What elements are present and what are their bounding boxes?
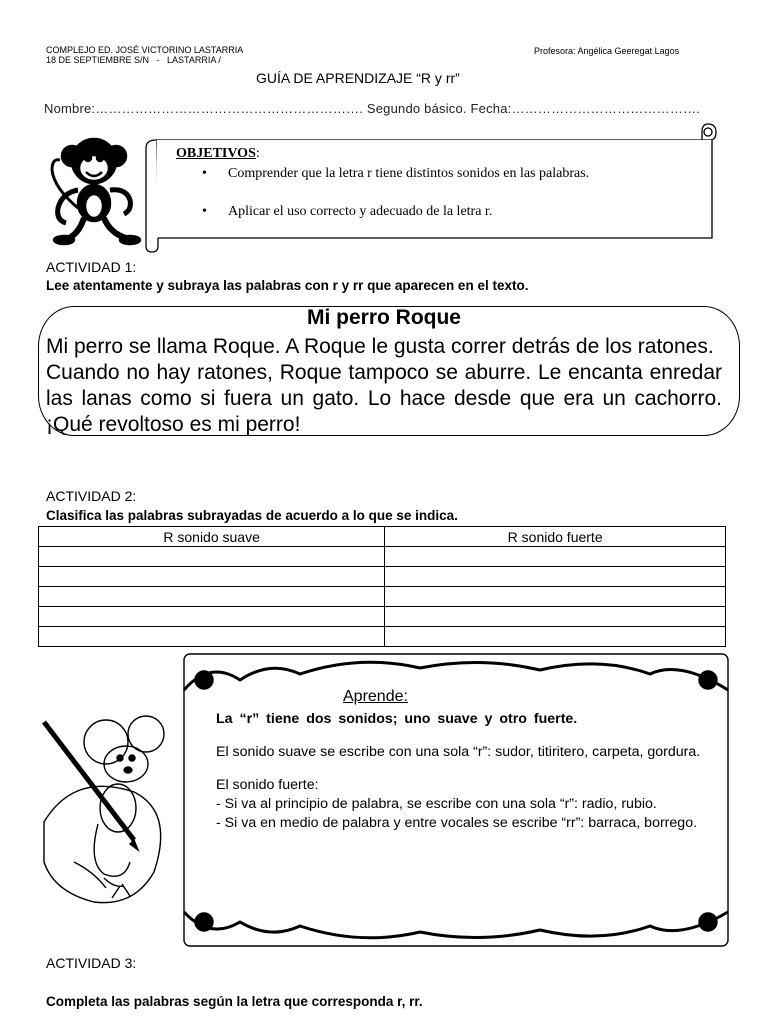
teacher-name: Profesora: Angélica Geeregat Lagos (534, 46, 680, 56)
bullet-icon: • (202, 204, 207, 219)
objectives-scroll-frame (142, 120, 722, 254)
soft-cell[interactable] (39, 547, 385, 567)
activity3-title: ACTIVIDAD 3: (46, 955, 137, 971)
objective-text-2: Aplicar el uso correcto y adecuado de la letra r. (228, 204, 493, 219)
aprende-strong-heading: El sonido fuerte: (216, 777, 319, 793)
table-row (39, 547, 726, 567)
aprende-strong-rule-2: - Si va en medio de palabra y entre vocales se escribe “rr”: barraca, borrego. (216, 815, 698, 831)
story-paragraph-1: Mi perro se llama Roque. A Roque le gusta correr detrás de los ratones. (46, 335, 714, 358)
activity2-title: ACTIVIDAD 2: (46, 488, 137, 504)
soft-cell[interactable] (39, 587, 385, 607)
strong-cell[interactable] (385, 627, 726, 647)
table-row (39, 567, 726, 587)
table-row (39, 587, 726, 607)
aprende-content (216, 710, 724, 833)
table-row (39, 607, 726, 627)
aprende-line1: La “r” tiene dos sonidos; uno suave y otro fuerte. (216, 711, 578, 727)
strong-cell[interactable] (385, 547, 726, 567)
strong-cell[interactable] (385, 587, 726, 607)
soft-cell[interactable] (39, 607, 385, 627)
objectives-heading (176, 146, 260, 162)
objectives-heading-text: OBJETIVOS (176, 146, 256, 161)
soft-cell[interactable] (39, 627, 385, 647)
monkey-illustration (44, 128, 144, 248)
aprende-strong-rule-1: - Si va al principio de palabra, se escribe con una sola “r”: radio, rubio. (216, 796, 657, 812)
aprende-heading: Aprende: (343, 688, 408, 705)
objectives-colon: : (255, 146, 260, 161)
column-header-strong: R sonido fuerte (385, 527, 726, 547)
objective-item-2 (202, 204, 672, 220)
bullet-icon: • (202, 166, 207, 181)
column-header-soft: R sonido suave (39, 527, 385, 547)
story-title: Mi perro Roque (306, 306, 461, 329)
objective-text-1: Comprender que la letra r tiene distintos sonidos en las palabras. (228, 166, 590, 181)
objective-item-1 (202, 166, 672, 182)
aprende-soft-rule: El sonido suave se escribe con una sola “r”: sudor, titiritero, carpeta, gordura. (216, 744, 701, 760)
activity2-instruction: Clasifica las palabras subrayadas de acuerdo a lo que se indica. (46, 508, 458, 523)
activity3-instruction: Completa las palabras según la letra que corresponda r, rr. (46, 994, 423, 1009)
strong-cell[interactable] (385, 607, 726, 627)
story-text (46, 334, 722, 438)
soft-cell[interactable] (39, 567, 385, 587)
school-name: COMPLEJO ED. JOSÉ VICTORINO LASTARRIA (46, 45, 244, 55)
page-title: GUÍA DE APRENDIZAJE “R y rr” (256, 70, 460, 86)
activity1-title: ACTIVIDAD 1: (46, 259, 137, 275)
school-address: 18 DE SEPTIEMBRE S/N - LASTARRIA / (46, 55, 221, 65)
mouse-with-pencil-illustration (34, 712, 184, 912)
classification-table (38, 526, 726, 647)
table-row (39, 627, 726, 647)
strong-cell[interactable] (385, 567, 726, 587)
name-line: Nombre:……………………………………………………. Segundo básico. Fecha:……………………………………. (44, 101, 701, 116)
story-paragraph-2: Cuando no hay ratones, Roque tampoco se aburre. Le encanta enredar las lanas como si fuera un gato. Lo hace desde que era un cachorro. ¡Qué revoltoso es mi perro! (46, 361, 722, 436)
activity1-instruction: Lee atentamente y subraya las palabras con r y rr que aparecen en el texto. (46, 278, 529, 293)
